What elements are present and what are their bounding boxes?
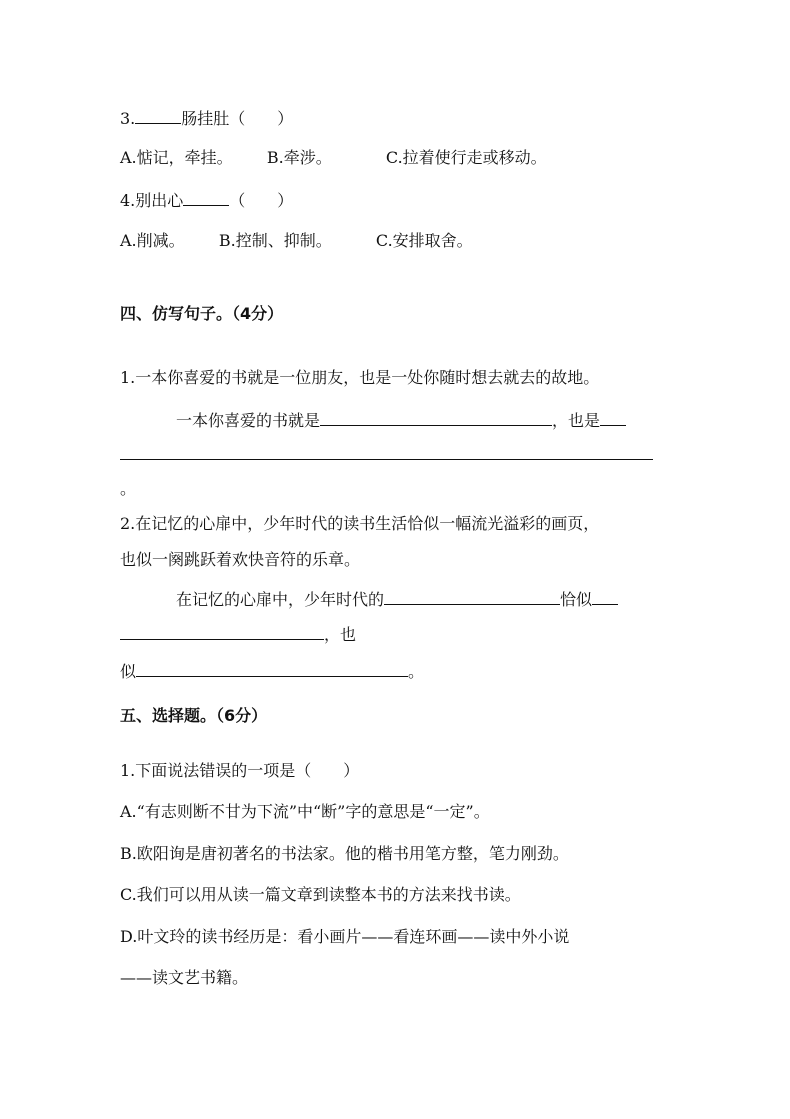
answer-blank[interactable] bbox=[384, 588, 560, 605]
choice-option-a: A.“有志则断不甘为下流”中“断”字的意思是“一定”。 bbox=[120, 802, 490, 821]
option-b: B.控制、抑制。 bbox=[218, 231, 332, 250]
prompt-text: 。 bbox=[408, 662, 425, 681]
answer-blank[interactable] bbox=[600, 409, 626, 426]
imitation-2-sentence-line2: 也似一阕跳跃着欢快音符的乐章。 bbox=[120, 550, 361, 569]
question-4 bbox=[120, 189, 293, 212]
choice-option-b: B.欧阳询是唐初著名的书法家。他的楷书用笔方整，笔力刚劲。 bbox=[120, 844, 569, 863]
period: 。 bbox=[120, 479, 137, 498]
prompt-text: ，也是 bbox=[552, 411, 601, 430]
option-c: C.安排取舍。 bbox=[375, 231, 473, 250]
prompt-text: 一本你喜爱的书就是 bbox=[176, 411, 321, 430]
option-a: A.削减。 bbox=[120, 231, 185, 250]
answer-parentheses[interactable]: （ ） bbox=[229, 191, 294, 210]
imitation-1-answer-line bbox=[176, 409, 626, 432]
option-a: A.惦记，牵挂。 bbox=[120, 148, 233, 167]
imitation-2-answer-line2 bbox=[120, 623, 356, 646]
answer-blank[interactable] bbox=[136, 660, 408, 677]
imitation-2-answer-line3 bbox=[120, 660, 424, 683]
choice-option-d-continued: ——读文艺书籍。 bbox=[120, 968, 249, 987]
question-3-text: 肠挂肚 bbox=[181, 109, 230, 128]
prompt-text: 恰似 bbox=[560, 590, 593, 609]
answer-rule[interactable] bbox=[120, 459, 653, 460]
imitation-2-answer-line bbox=[176, 588, 618, 611]
option-c: C.拉着使行走或移动。 bbox=[385, 148, 547, 167]
question-3-options bbox=[120, 147, 547, 169]
answer-blank[interactable] bbox=[592, 588, 618, 605]
answer-blank[interactable] bbox=[320, 409, 552, 426]
question-4-text: 4.别出心 bbox=[120, 191, 184, 210]
question-4-options bbox=[120, 230, 473, 252]
answer-blank[interactable] bbox=[135, 107, 181, 124]
prompt-text: 似 bbox=[120, 662, 137, 681]
section-4-heading: 四、仿写句子。（4分） bbox=[120, 304, 284, 323]
answer-blank[interactable] bbox=[183, 189, 229, 206]
prompt-text: 在记忆的心扉中，少年时代的 bbox=[176, 590, 385, 609]
prompt-text: ，也 bbox=[324, 625, 357, 644]
answer-blank[interactable] bbox=[120, 623, 324, 640]
question-3-number: 3. bbox=[120, 109, 136, 128]
section-5-heading: 五、选择题。（6分） bbox=[120, 706, 268, 725]
choice-question-1: 1.下面说法错误的一项是（ ） bbox=[120, 761, 360, 780]
answer-parentheses[interactable]: （ ） bbox=[229, 109, 294, 128]
imitation-2-sentence-line1: 2.在记忆的心扉中，少年时代的读书生活恰似一幅流光溢彩的画页， bbox=[120, 514, 600, 533]
option-b: B.牵涉。 bbox=[266, 148, 332, 167]
question-3 bbox=[120, 107, 293, 130]
choice-option-d: D.叶文玲的读书经历是：看小画片——看连环画——读中外小说 bbox=[120, 927, 570, 946]
choice-option-c: C.我们可以用从读一篇文章到读整本书的方法来找书读。 bbox=[120, 885, 521, 904]
imitation-1-sentence: 1.一本你喜爱的书就是一位朋友，也是一处你随时想去就去的故地。 bbox=[120, 368, 600, 387]
